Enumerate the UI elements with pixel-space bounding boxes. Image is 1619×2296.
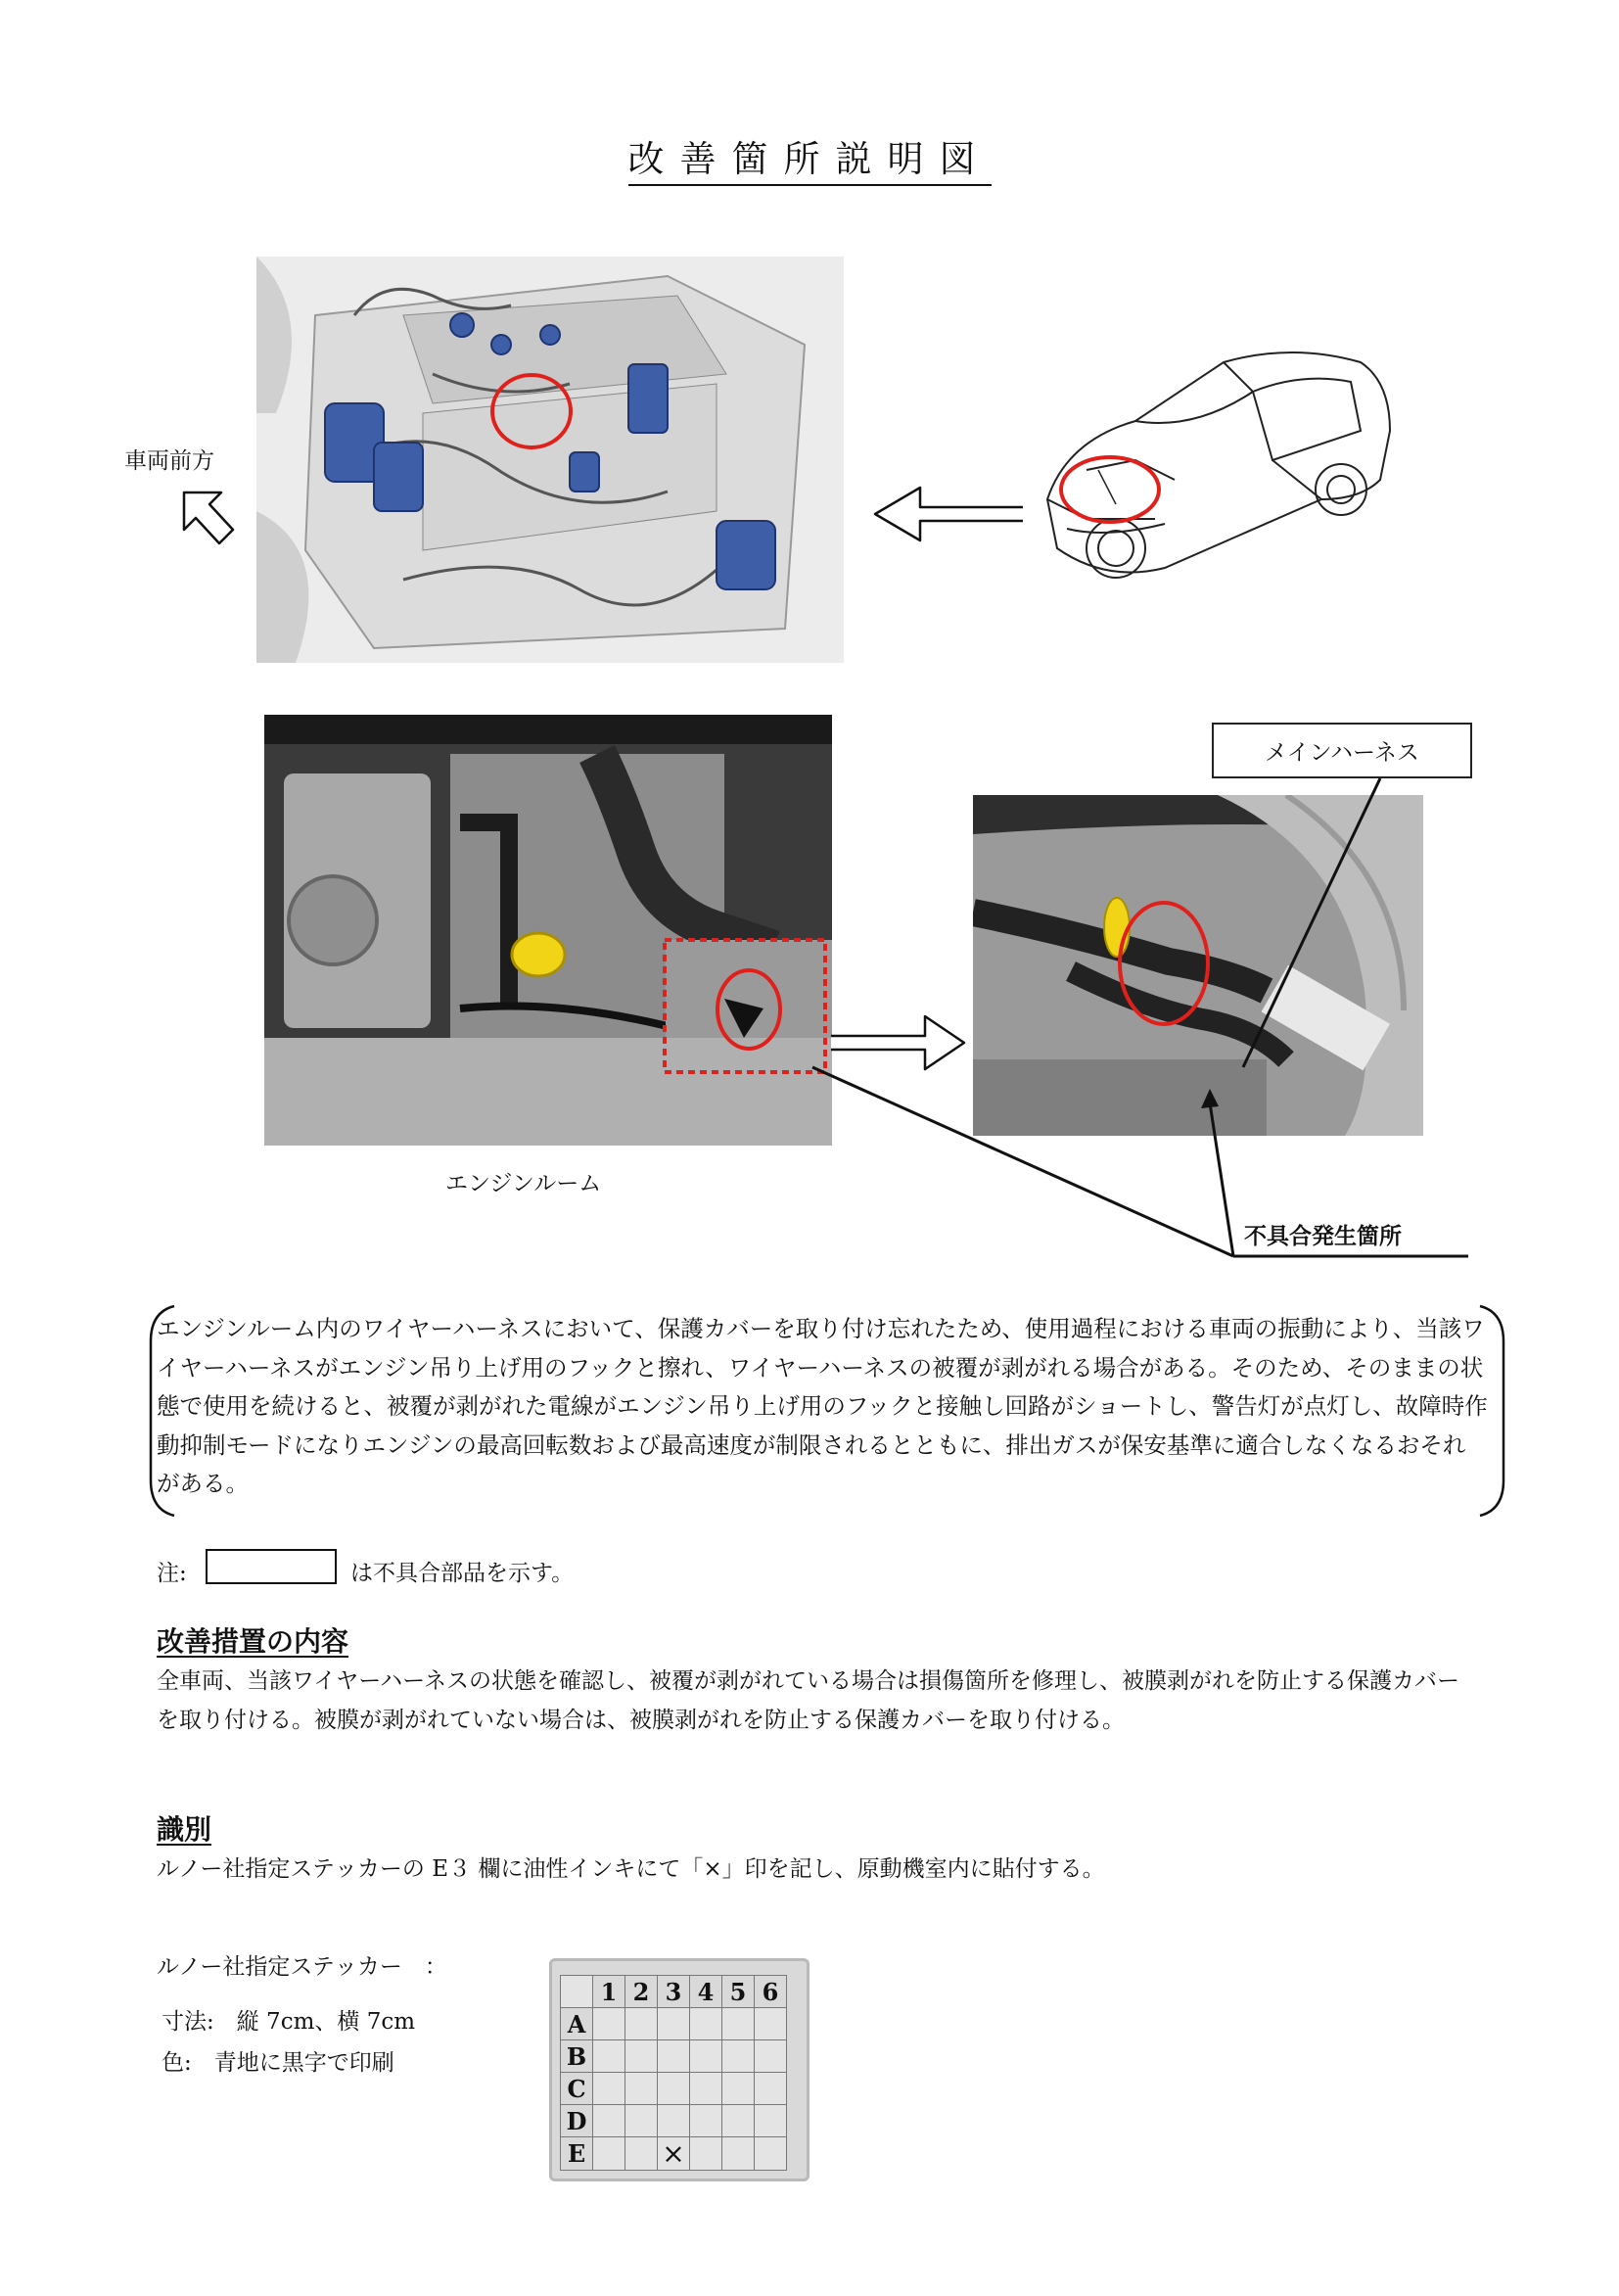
identification-heading: 識別 bbox=[157, 1813, 212, 1846]
identification-text: ルノー社指定ステッカーの E３ 欄に油性インキにて「×」印を記し、原動機室内に貼付する。 bbox=[157, 1856, 1105, 1882]
vehicle-front-label: 車両前方 bbox=[124, 448, 214, 474]
harness-closeup-photo bbox=[973, 795, 1423, 1136]
note-suffix: は不具合部品を示す。 bbox=[350, 1561, 575, 1586]
engine-room-photo bbox=[264, 715, 832, 1146]
right-arrow-icon bbox=[827, 1008, 969, 1077]
engine-room-caption: エンジンルーム bbox=[445, 1171, 602, 1196]
left-arrow-icon bbox=[871, 480, 1028, 548]
renault-sticker bbox=[549, 1958, 810, 2181]
sticker-row-header: E bbox=[561, 2137, 593, 2171]
sticker-col-header: 1 bbox=[593, 1976, 625, 2008]
sticker-col-header: 3 bbox=[658, 1976, 690, 2008]
sticker-row-header: B bbox=[561, 2040, 593, 2073]
sticker-label: ルノー社指定ステッカー ： bbox=[157, 1954, 447, 1980]
note-prefix: 注: bbox=[157, 1561, 187, 1586]
sticker-col-header: 4 bbox=[690, 1976, 722, 2008]
sticker-row-header: A bbox=[561, 2008, 593, 2040]
sticker-col-header: 6 bbox=[755, 1976, 787, 2008]
front-direction-arrow-icon bbox=[176, 485, 245, 553]
remedy-text: 全車両、当該ワイヤーハーネスの状態を確認し、被覆が剥がれている場合は損傷箇所を修理し、被膜剥がれを防止する保護カバーを取り付ける。被膜が剥がれていない場合は、被膜剥がれを防止する保護カバーを取り付ける。 bbox=[157, 1668, 1460, 1733]
sticker-row-header: D bbox=[561, 2105, 593, 2137]
sticker-col-header: 2 bbox=[625, 1976, 658, 2008]
sticker-grid bbox=[560, 1975, 787, 2171]
sticker-row-header: C bbox=[561, 2073, 593, 2105]
car-line-drawing bbox=[1028, 323, 1400, 597]
sticker-color: 色: 青地に黒字で印刷 bbox=[162, 2050, 394, 2076]
engine-cutaway-illustration bbox=[256, 257, 844, 663]
sticker-mark-cell: × bbox=[658, 2137, 690, 2171]
page-title: 改善箇所説明図 bbox=[0, 129, 1619, 182]
remedy-heading: 改善措置の内容 bbox=[157, 1625, 349, 1658]
defect-location-label: 不具合発生箇所 bbox=[1244, 1223, 1402, 1249]
sticker-size: 寸法: 縦 7cm、横 7cm bbox=[162, 2009, 416, 2035]
sticker-col-header: 5 bbox=[722, 1976, 755, 2008]
main-harness-label: メインハーネス bbox=[1212, 723, 1472, 778]
defect-description: エンジンルーム内のワイヤーハーネスにおいて、保護カバーを取り付け忘れたため、使用過程における車両の振動により、当該ワイヤーハーネスがエンジン吊り上げ用のフックと擦れ、ワイヤーハーネスの被覆が剥がれる場合がある。そのため、そのままの状態で使用を続けると、被覆が剥がれた電線がエンジン吊り上げ用のフックと接触し回路がショートし、警告灯が点灯し、故障時作動抑制モードになりエンジンの最高回転数および最高速度が制限されるとともに、排出ガスが保安基準に適合しなくなるおそれがある。 bbox=[157, 1315, 1488, 1497]
note-legend-box bbox=[206, 1549, 337, 1584]
